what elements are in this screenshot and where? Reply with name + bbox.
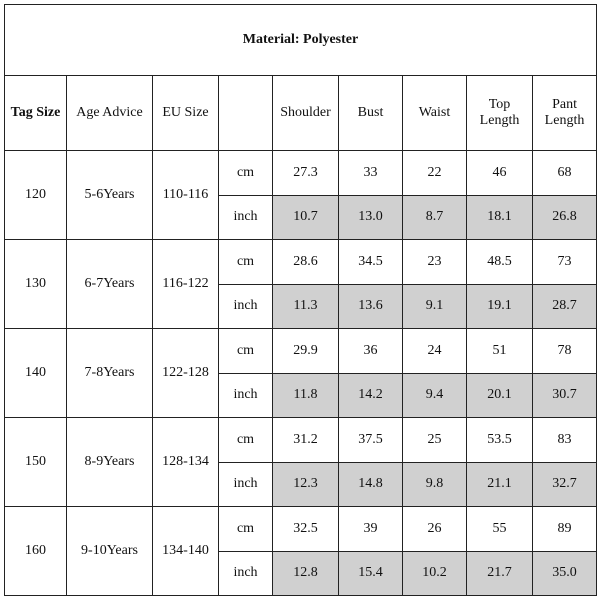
unit-cell: cm bbox=[219, 418, 273, 463]
top-length-inch-cell: 20.1 bbox=[467, 373, 533, 418]
waist-inch-cell: 8.7 bbox=[403, 195, 467, 240]
unit-cell: inch bbox=[219, 195, 273, 240]
shoulder-cm-cell: 28.6 bbox=[273, 240, 339, 285]
top-length-cm-cell: 51 bbox=[467, 329, 533, 374]
eu-size-cell: 110-116 bbox=[153, 151, 219, 240]
shoulder-inch-cell: 12.3 bbox=[273, 462, 339, 507]
table-title: Material: Polyester bbox=[5, 5, 597, 76]
shoulder-inch-cell: 12.8 bbox=[273, 551, 339, 596]
shoulder-inch-cell: 11.3 bbox=[273, 284, 339, 329]
shoulder-cm-cell: 31.2 bbox=[273, 418, 339, 463]
bust-inch-cell: 14.8 bbox=[339, 462, 403, 507]
header-pant-length-line2: Length bbox=[544, 113, 585, 128]
header-bust: Bust bbox=[339, 76, 403, 151]
table-row bbox=[5, 240, 597, 285]
unit-cell: inch bbox=[219, 284, 273, 329]
pant-length-inch-cell: 35.0 bbox=[533, 551, 597, 596]
bust-inch-cell: 14.2 bbox=[339, 373, 403, 418]
pant-length-inch-cell: 30.7 bbox=[533, 373, 597, 418]
tag-size-cell: 160 bbox=[5, 507, 67, 596]
unit-cell: inch bbox=[219, 373, 273, 418]
top-length-cm-cell: 46 bbox=[467, 151, 533, 196]
top-length-cm-cell: 53.5 bbox=[467, 418, 533, 463]
waist-cm-cell: 26 bbox=[403, 507, 467, 552]
table-body bbox=[5, 151, 597, 596]
top-length-cm-cell: 48.5 bbox=[467, 240, 533, 285]
bust-cm-cell: 34.5 bbox=[339, 240, 403, 285]
pant-length-inch-cell: 32.7 bbox=[533, 462, 597, 507]
tag-size-cell: 150 bbox=[5, 418, 67, 507]
unit-cell: cm bbox=[219, 329, 273, 374]
age-advice-cell: 5-6Years bbox=[67, 151, 153, 240]
pant-length-cm-cell: 68 bbox=[533, 151, 597, 196]
pant-length-inch-cell: 26.8 bbox=[533, 195, 597, 240]
shoulder-inch-cell: 11.8 bbox=[273, 373, 339, 418]
bust-inch-cell: 13.6 bbox=[339, 284, 403, 329]
top-length-inch-cell: 21.7 bbox=[467, 551, 533, 596]
header-age-advice: Age Advice bbox=[67, 76, 153, 151]
tag-size-cell: 130 bbox=[5, 240, 67, 329]
age-advice-cell: 9-10Years bbox=[67, 507, 153, 596]
top-length-inch-cell: 21.1 bbox=[467, 462, 533, 507]
header-top-length bbox=[467, 76, 533, 151]
unit-cell: cm bbox=[219, 151, 273, 196]
bust-inch-cell: 13.0 bbox=[339, 195, 403, 240]
bust-cm-cell: 37.5 bbox=[339, 418, 403, 463]
age-advice-cell: 6-7Years bbox=[67, 240, 153, 329]
table-row bbox=[5, 151, 597, 196]
bust-cm-cell: 36 bbox=[339, 329, 403, 374]
unit-cell: inch bbox=[219, 551, 273, 596]
header-top-length-line2: Length bbox=[479, 113, 520, 128]
unit-cell: inch bbox=[219, 462, 273, 507]
waist-inch-cell: 9.4 bbox=[403, 373, 467, 418]
header-tag-size: Tag Size bbox=[5, 76, 67, 151]
age-advice-cell: 7-8Years bbox=[67, 329, 153, 418]
eu-size-cell: 134-140 bbox=[153, 507, 219, 596]
shoulder-cm-cell: 27.3 bbox=[273, 151, 339, 196]
top-length-inch-cell: 19.1 bbox=[467, 284, 533, 329]
waist-inch-cell: 10.2 bbox=[403, 551, 467, 596]
pant-length-cm-cell: 89 bbox=[533, 507, 597, 552]
waist-cm-cell: 25 bbox=[403, 418, 467, 463]
bust-cm-cell: 39 bbox=[339, 507, 403, 552]
table-row bbox=[5, 418, 597, 463]
tag-size-cell: 120 bbox=[5, 151, 67, 240]
header-row bbox=[5, 76, 597, 151]
size-chart-table bbox=[4, 4, 597, 596]
tag-size-cell: 140 bbox=[5, 329, 67, 418]
eu-size-cell: 128-134 bbox=[153, 418, 219, 507]
header-shoulder: Shoulder bbox=[273, 76, 339, 151]
waist-inch-cell: 9.1 bbox=[403, 284, 467, 329]
bust-cm-cell: 33 bbox=[339, 151, 403, 196]
table-row bbox=[5, 507, 597, 552]
table-row bbox=[5, 329, 597, 374]
bust-inch-cell: 15.4 bbox=[339, 551, 403, 596]
header-eu-size: EU Size bbox=[153, 76, 219, 151]
waist-cm-cell: 24 bbox=[403, 329, 467, 374]
header-pant-length-line1: Pant bbox=[552, 96, 577, 112]
shoulder-inch-cell: 10.7 bbox=[273, 195, 339, 240]
unit-cell: cm bbox=[219, 507, 273, 552]
shoulder-cm-cell: 29.9 bbox=[273, 329, 339, 374]
age-advice-cell: 8-9Years bbox=[67, 418, 153, 507]
pant-length-cm-cell: 78 bbox=[533, 329, 597, 374]
header-top-length-line1: Top bbox=[488, 96, 511, 112]
waist-cm-cell: 23 bbox=[403, 240, 467, 285]
eu-size-cell: 116-122 bbox=[153, 240, 219, 329]
header-waist: Waist bbox=[403, 76, 467, 151]
unit-cell: cm bbox=[219, 240, 273, 285]
pant-length-inch-cell: 28.7 bbox=[533, 284, 597, 329]
top-length-inch-cell: 18.1 bbox=[467, 195, 533, 240]
eu-size-cell: 122-128 bbox=[153, 329, 219, 418]
header-pant-length bbox=[533, 76, 597, 151]
pant-length-cm-cell: 83 bbox=[533, 418, 597, 463]
pant-length-cm-cell: 73 bbox=[533, 240, 597, 285]
waist-cm-cell: 22 bbox=[403, 151, 467, 196]
shoulder-cm-cell: 32.5 bbox=[273, 507, 339, 552]
header-unit bbox=[219, 76, 273, 151]
waist-inch-cell: 9.8 bbox=[403, 462, 467, 507]
top-length-cm-cell: 55 bbox=[467, 507, 533, 552]
